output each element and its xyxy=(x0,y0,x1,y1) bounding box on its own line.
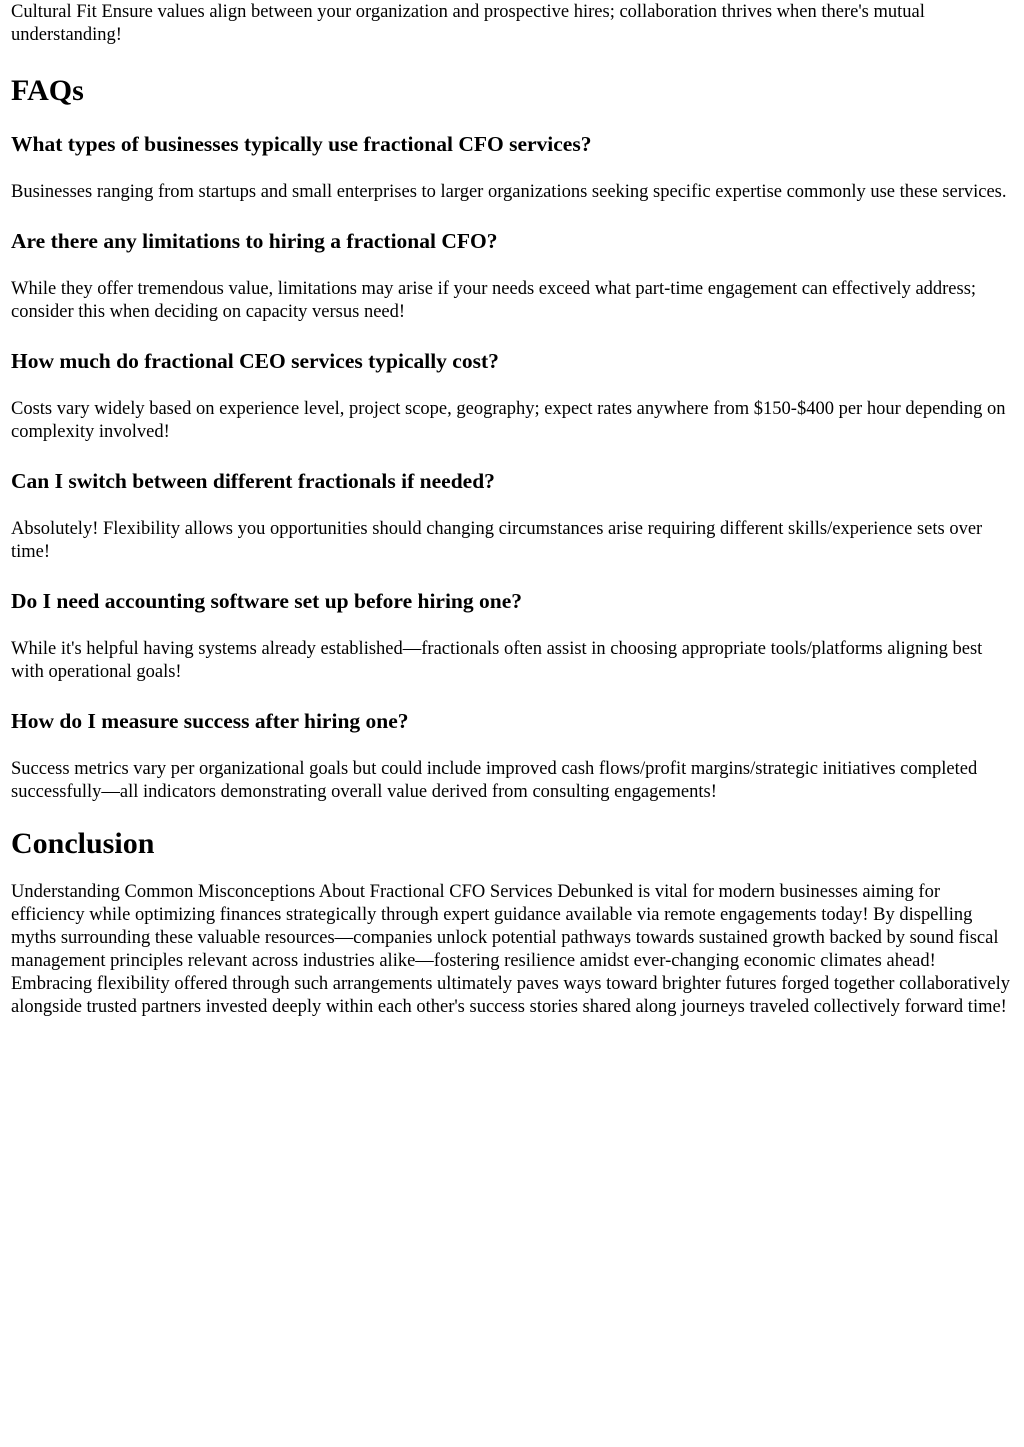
conclusion-heading: Conclusion xyxy=(11,827,155,860)
faq-question: Are there any limitations to hiring a fractional CFO? xyxy=(11,229,498,253)
faq-item xyxy=(11,228,1014,324)
faq-list xyxy=(11,131,1014,804)
faq-item xyxy=(11,588,1014,684)
faq-question: Do I need accounting software set up before hiring one? xyxy=(11,589,523,613)
faq-question: How do I measure success after hiring one? xyxy=(11,709,409,733)
intro-paragraph: Cultural Fit Ensure values align between your organization and prospective hires; collaboration thrives when there's mutual understanding! xyxy=(11,2,925,45)
faq-answer: While it's helpful having systems already established—fractionals often assist in choosing appropriate tools/platforms aligning best with operational goals! xyxy=(11,639,983,682)
conclusion-paragraph: Understanding Common Misconceptions About Fractional CFO Services Debunked is vital for modern businesses aiming for efficiency while optimizing finances strategically through expert guidance available via remote engagements today! By dispelling myths surrounding these valuable resources—companies unlock potential pathways towards sustained growth backed by sound fiscal management principles relevant across industries alike—fostering resilience amidst ever-changing economic climates ahead! Embracing flexibility offered through such arrangements ultimately paves ways toward brighter futures forged together collaboratively alongside trusted partners invested deeply within each other's success stories shared along journeys traveled collectively forward time! xyxy=(11,882,1011,1017)
faq-answer: Absolutely! Flexibility allows you opportunities should changing circumstances arise requiring different skills/experience sets over time! xyxy=(11,519,983,562)
faq-item xyxy=(11,708,1014,804)
faq-item xyxy=(11,468,1014,564)
faq-item xyxy=(11,131,1014,204)
faq-answer: Businesses ranging from startups and small enterprises to larger organizations seeking specific expertise commonly use these services. xyxy=(11,182,1007,202)
article-page xyxy=(0,1,1024,1019)
faq-answer: Success metrics vary per organizational goals but could include improved cash flows/profit margins/strategic initiatives completed successfully—all indicators demonstrating overall value derived from consulting engagements! xyxy=(11,759,978,802)
faq-item xyxy=(11,348,1014,444)
faqs-heading: FAQs xyxy=(11,74,84,107)
faq-question: What types of businesses typically use fractional CFO services? xyxy=(11,132,592,156)
faq-question: How much do fractional CEO services typically cost? xyxy=(11,349,499,373)
faq-question: Can I switch between different fractionals if needed? xyxy=(11,469,495,493)
faq-answer: Costs vary widely based on experience level, project scope, geography; expect rates anywhere from $150-$400 per hour depending on complexity involved! xyxy=(11,399,1006,442)
faq-answer: While they offer tremendous value, limitations may arise if your needs exceed what part-time engagement can effectively address; consider this when deciding on capacity versus need! xyxy=(11,279,977,322)
